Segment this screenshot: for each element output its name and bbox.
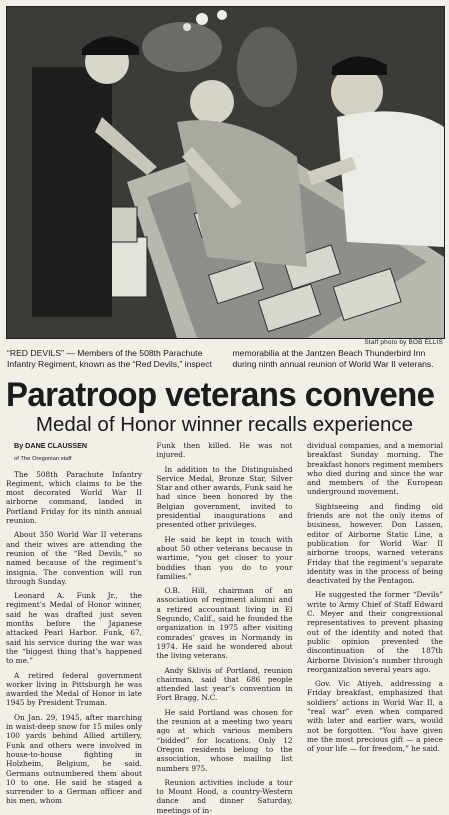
article-column-2: [156, 441, 293, 815]
paragraph: On Jan. 29, 1945, after marching in waist-deep snow for 15 miles only 100 yards behind Allied artillery, Funk and others were involved in house-to-house fighting in Holzheim, Belgium, he said. Germans outnumbered them about 10 to one. He said he staged a surrender to a German officer and his men, whom: [6, 712, 142, 806]
paragraph: dividual companies, and a memorial breakfast Sunday morning. The breakfast honors regiment members who died during and since the war and members of the European underground movement.: [307, 441, 443, 497]
paragraph: O.B. Hill, chairman of an association of regiment alumni and a retired accountant living in El Segundo, Calif., said he founded the organization in 1975 after visiting comrades’ graves in Normandy in 1974. He said he wondered about the living veterans.: [156, 586, 293, 661]
article-column-3: [307, 441, 443, 754]
paragraph: About 350 World War II veterans and their wives are attending the reunion of the “Red Devils,” so named because of the regiment’s insignia. The convention will run through Sunday.: [6, 530, 142, 586]
photo-illustration: [7, 7, 444, 338]
article-column-1: [6, 441, 142, 806]
paragraph: A retired federal government worker living in Pittsburgh he was awarded the Medal of Honor in late 1945 by President Truman.: [6, 670, 142, 708]
news-photo: [6, 6, 445, 339]
subheadline: Medal of Honor winner recalls experience: [35, 413, 414, 436]
photo-caption: “RED DEVILS” — Members of the 508th Parachute Infantry Regiment, known as the “Red Devils,” inspect memorabilia at the Jantzen Beach Thunderbird Inn during ninth annual reunion of World War II veterans.: [7, 348, 434, 369]
paragraph: Leonard A. Funk Jr., the regiment’s Medal of Honor winner, said he was drafted just seven months before the Japanese attacked Pearl Harbor. Funk, 67, said his service during the war was the “biggest thing that’s happened to me.”: [6, 591, 142, 666]
photo-credit: Staff photo by BOB ELLIS: [364, 339, 443, 346]
headline: Paratroop veterans convene: [6, 376, 435, 414]
byline-staff: of The Oregonian staff: [14, 456, 72, 463]
paragraph: Andy Sklivis of Portland, reunion chairman, said that 686 people attended last year’s convention in Fort Bragg, N.C.: [156, 665, 293, 703]
paragraph: He suggested the former “Devils” write to Army Chief of Staff Edward C. Meyer and their congressional representatives to prevent phasing out of the identity and noted that public opinion prevented the discontinuation of the 187th Airborne Division’s number through reorganization several years ago.: [307, 590, 443, 674]
paragraph: Reunion activities include a tour to Mount Hood, a country-Western dance and dinner Saturday, meetings of in-: [156, 777, 293, 815]
paragraph: He said he kept in touch with about 50 other veterans because in wartime, “you get closer to your buddies than you do to your families.”: [156, 534, 293, 581]
byline-author: By DANE CLAUSSEN: [14, 441, 88, 450]
article-body: [6, 441, 443, 815]
paragraph: Funk then killed. He was not injured.: [156, 441, 293, 460]
paragraph: In addition to the Distinguished Service Medal, Bronze Star, Silver Star and other awards, Funk said he had since been honored by the Belgian government, invited to presidential inaugurations and presented other privileges.: [156, 464, 293, 530]
paragraph: Gov. Vic Atiyeh, addressing a Friday breakfast, emphasized that soldiers’ actions in World War II, a “real war” even when compared with later and earlier wars, would not be forgotten. “You have given me the most precious gift — a piece of your life — for freedom,” he said.: [307, 679, 443, 754]
paragraph: Sightseeing and finding old friends are not the only items of business, however. Don Lassen, editor of Airborne Static Line, a publication for World War II airborne troops, warned veterans Friday that the regiment’s separate identity was in the process of being deactivated by the Pentagon.: [307, 501, 443, 586]
paragraph: He said Portland was chosen for the reunion at a meeting two years ago at which various members “bidded” for locations. Only 12 Oregon residents belong to the association, whose mailing list numbers 975.: [156, 707, 293, 773]
paragraph: The 508th Parachute Infantry Regiment, which claims to be the most decorated World War II airborne command, landed in Portland Friday for its ninth annual reunion.: [6, 469, 142, 526]
